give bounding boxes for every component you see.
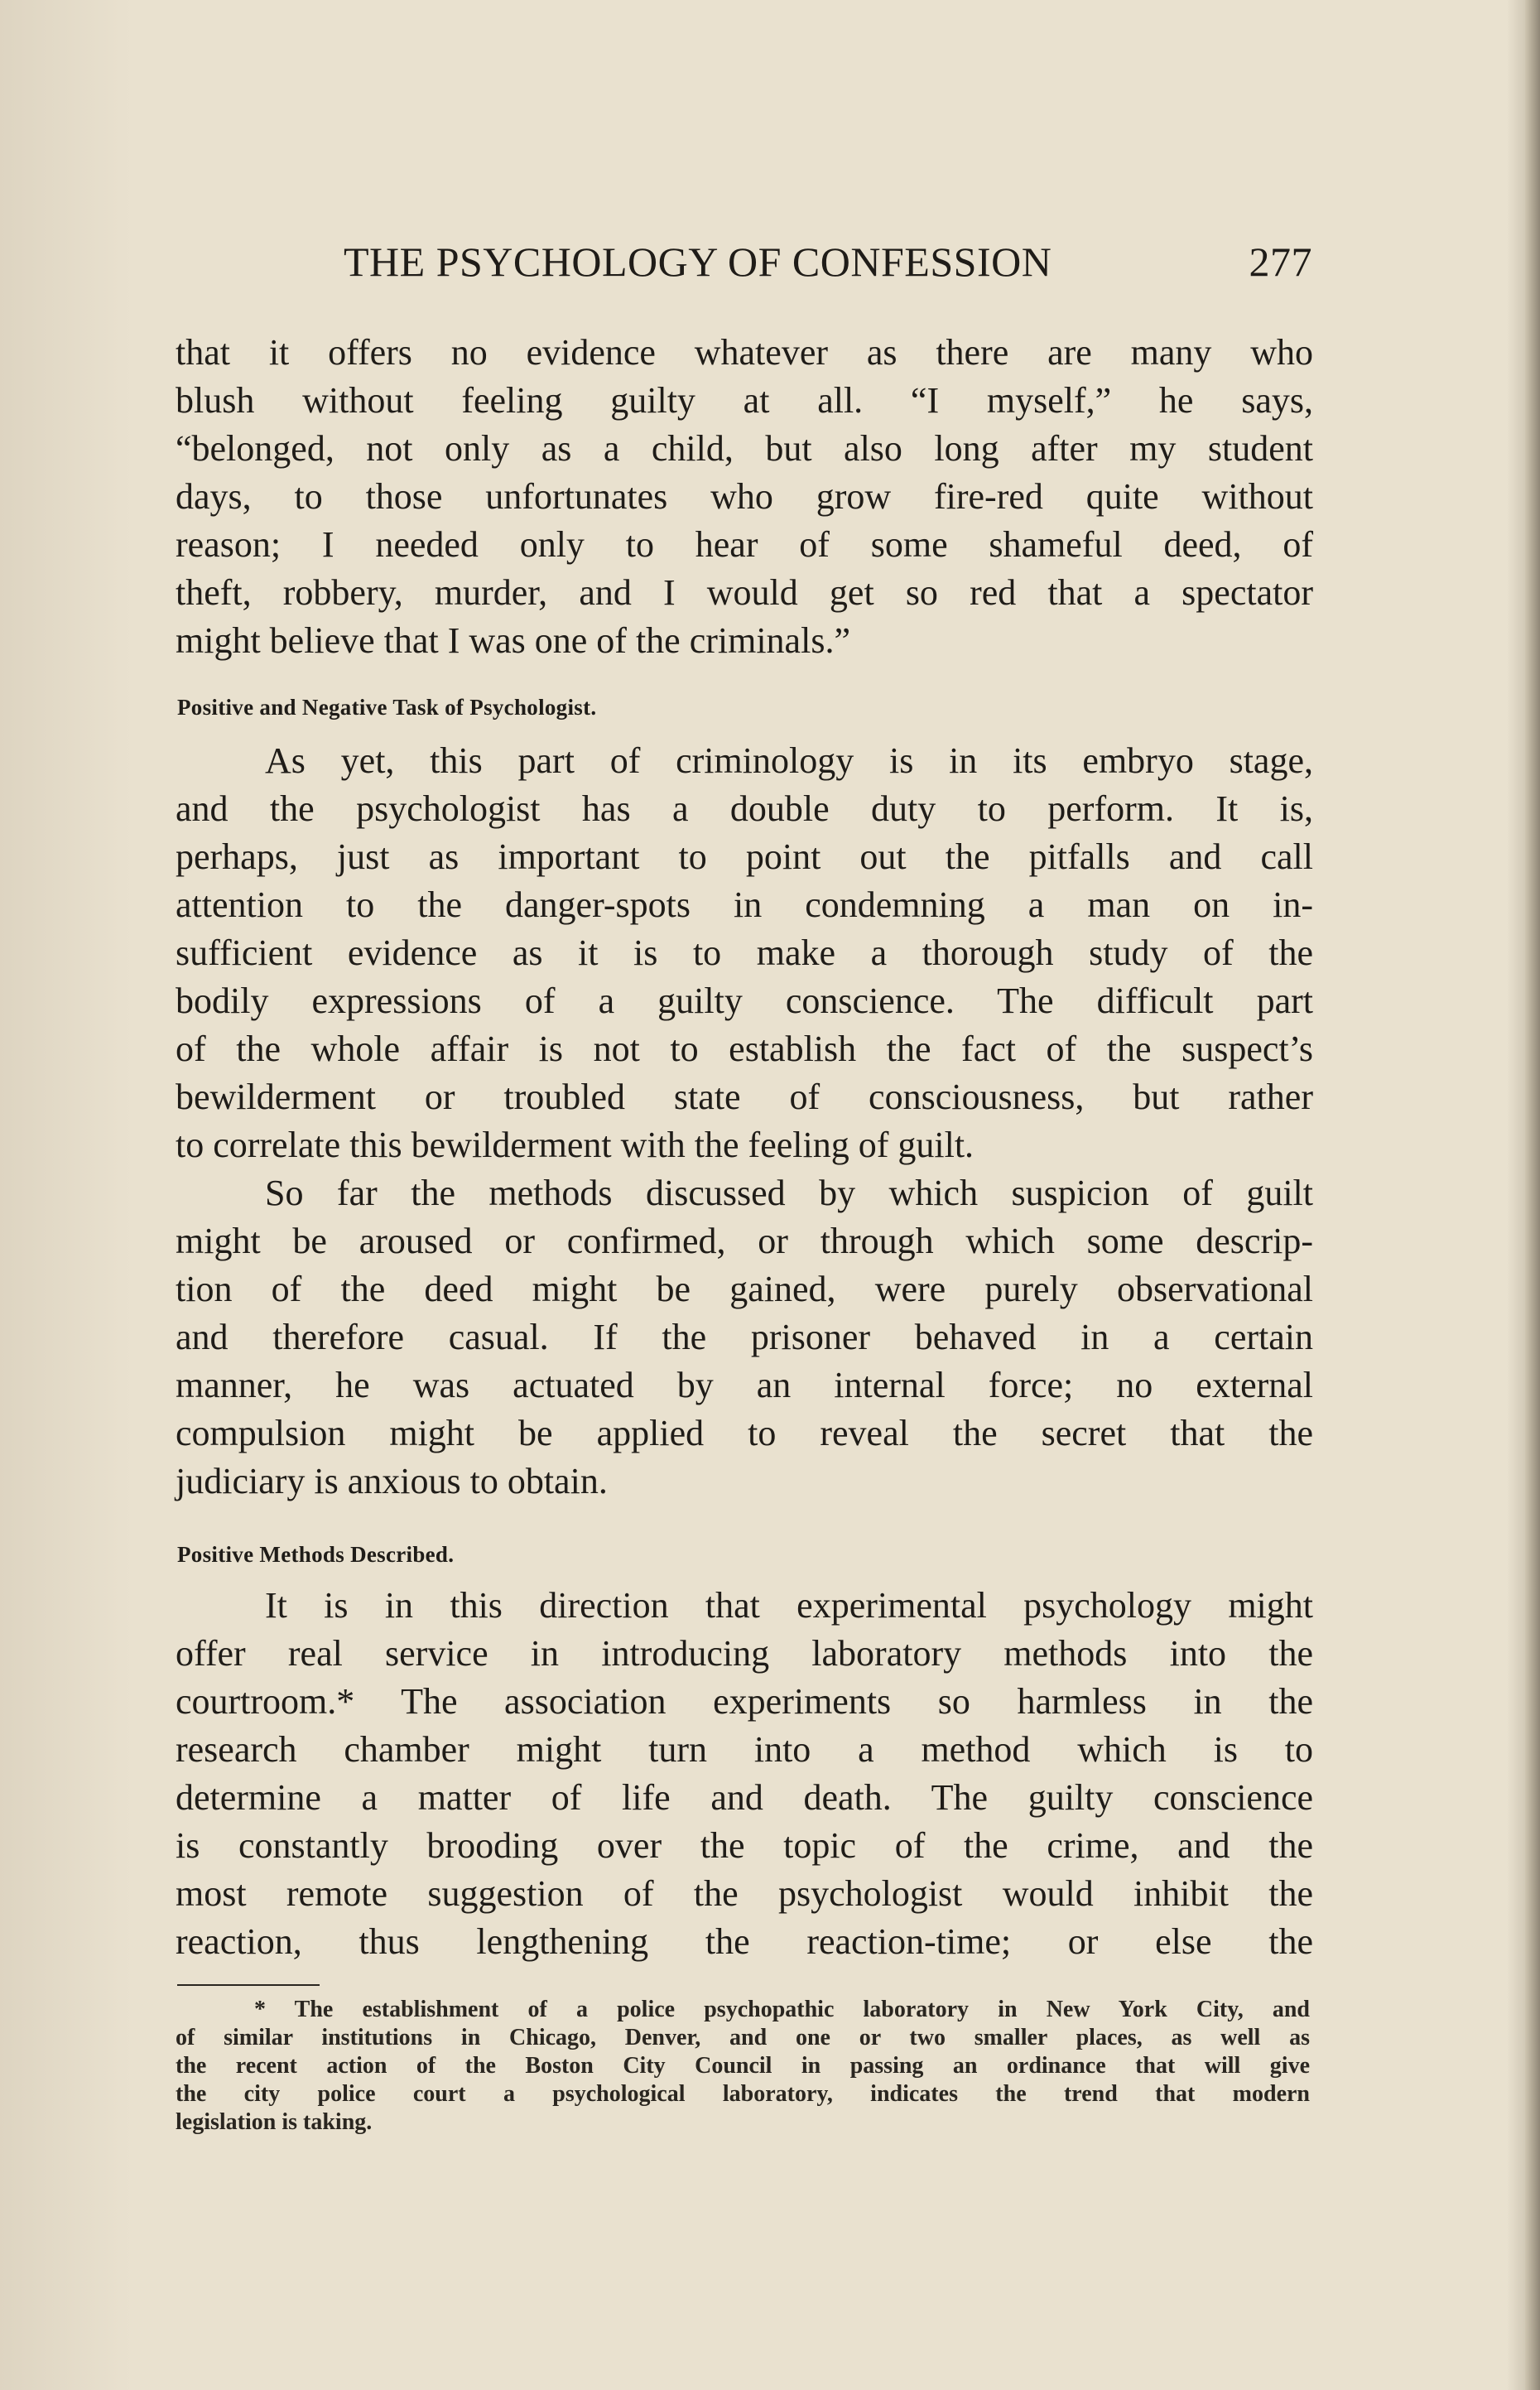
footnote-line: legislation is taking. bbox=[176, 2109, 373, 2135]
text-line: bewilderment or troubled state of consciousness, but rather bbox=[176, 1077, 1313, 1117]
text-line: perhaps, just as important to point out the pitfalls and call bbox=[176, 836, 1313, 877]
text-line: of the whole affair is not to establish the fact of the suspect’s bbox=[176, 1029, 1313, 1069]
page-edge bbox=[1525, 0, 1540, 2390]
sidehead-positive-negative-task: Positive and Negative Task of Psychologist. bbox=[177, 695, 597, 720]
text-line: sufficient evidence as it is to make a thorough study of the bbox=[176, 932, 1313, 973]
footnote-rule bbox=[177, 1984, 320, 1986]
text-line: to correlate this bewilderment with the feeling of guilt. bbox=[176, 1125, 975, 1165]
text-line: compulsion might be applied to reveal the secret that the bbox=[176, 1413, 1313, 1453]
text-line: blush without feeling guilty at all. “I myself,” he says, bbox=[176, 380, 1313, 421]
text-line: determine a matter of life and death. The guilty conscience bbox=[176, 1777, 1313, 1818]
text-line: offer real service in introducing laboratory methods into the bbox=[176, 1633, 1313, 1674]
text-line: might be aroused or confirmed, or through which some descrip- bbox=[176, 1221, 1313, 1261]
text-line: It is in this direction that experimental psychology might bbox=[265, 1585, 1313, 1626]
running-head-title: THE PSYCHOLOGY OF CONFESSION bbox=[344, 239, 1052, 285]
text-line: manner, he was actuated by an internal force; no external bbox=[176, 1365, 1313, 1405]
footnote-line: the recent action of the Boston City Council in passing an ordinance that will give bbox=[176, 2053, 1310, 2079]
text-line: reaction, thus lengthening the reaction-time; or else the bbox=[176, 1921, 1313, 1962]
paragraph-1 bbox=[176, 329, 1313, 665]
text-line: might believe that I was one of the criminals.” bbox=[176, 620, 850, 661]
page-number: 277 bbox=[1249, 239, 1312, 285]
text-line: As yet, this part of criminology is in its embryo stage, bbox=[265, 740, 1313, 781]
paragraph-4 bbox=[176, 1582, 1313, 1966]
text-line: is constantly brooding over the topic of the crime, and the bbox=[176, 1825, 1313, 1866]
text-line: that it offers no evidence whatever as there are many who bbox=[176, 332, 1313, 373]
text-line: and therefore casual. If the prisoner behaved in a certain bbox=[176, 1317, 1313, 1357]
text-line: days, to those unfortunates who grow fire-red quite without bbox=[176, 476, 1313, 517]
text-line: judiciary is anxious to obtain. bbox=[176, 1461, 608, 1501]
sidehead-positive-methods: Positive Methods Described. bbox=[177, 1542, 455, 1567]
text-line: reason; I needed only to hear of some shameful deed, of bbox=[176, 524, 1313, 565]
footnote bbox=[176, 1996, 1310, 2137]
paragraph-2 bbox=[176, 737, 1313, 1169]
footnote-line: of similar institutions in Chicago, Denver, and one or two smaller places, as well as bbox=[176, 2025, 1310, 2050]
text-line: So far the methods discussed by which suspicion of guilt bbox=[265, 1173, 1313, 1213]
text-line: research chamber might turn into a method which is to bbox=[176, 1729, 1313, 1770]
text-line: most remote suggestion of the psychologist would inhibit the bbox=[176, 1873, 1313, 1914]
footnote-line: * The establishment of a police psychopathic laboratory in New York City, and bbox=[254, 1997, 1310, 2022]
text-line: tion of the deed might be gained, were purely observational bbox=[176, 1269, 1313, 1309]
text-line: bodily expressions of a guilty conscience. The difficult part bbox=[176, 981, 1313, 1021]
text-line: “belonged, not only as a child, but also long after my student bbox=[176, 428, 1313, 469]
text-line: attention to the danger-spots in condemning a man on in- bbox=[176, 884, 1313, 925]
text-line: courtroom.* The association experiments so harmless in the bbox=[176, 1681, 1313, 1722]
paragraph-3 bbox=[176, 1169, 1313, 1506]
text-line: theft, robbery, murder, and I would get so red that a spectator bbox=[176, 572, 1313, 613]
footnote-line: the city police court a psychological laboratory, indicates the trend that modern bbox=[176, 2081, 1310, 2107]
text-line: and the psychologist has a double duty to perform. It is, bbox=[176, 788, 1313, 829]
